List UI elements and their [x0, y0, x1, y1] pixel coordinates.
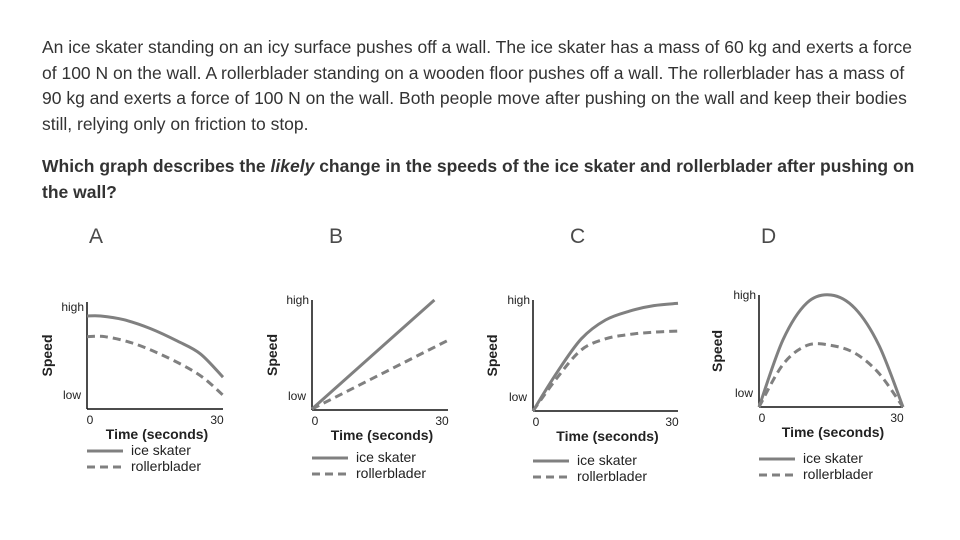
y-axis-label: Speed — [484, 334, 500, 377]
x-tick-0: 0 — [758, 411, 766, 425]
legend-label-rollerblader: rollerblader — [356, 465, 427, 481]
option-b-label[interactable]: B — [329, 225, 344, 248]
question-emphasis: likely — [270, 156, 315, 176]
question-prompt — [42, 153, 922, 205]
legend-label-rollerblader: rollerblader — [803, 466, 874, 482]
legend-label-rollerblader: rollerblader — [131, 458, 202, 474]
y-tick-high: high — [61, 300, 84, 314]
y-axis-label: Speed — [39, 334, 55, 377]
x-tick-0: 0 — [86, 413, 94, 427]
series-line-ice-skater — [312, 300, 434, 409]
option-c-label[interactable]: C — [570, 225, 586, 248]
y-tick-low: low — [62, 388, 81, 402]
legend-label-rollerblader: rollerblader — [577, 468, 648, 484]
x-tick-30: 30 — [665, 415, 679, 429]
y-tick-low: low — [734, 386, 753, 400]
legend-label-ice-skater: ice skater — [131, 442, 191, 458]
y-tick-low: low — [287, 389, 306, 403]
series-line-ice-skater — [759, 295, 903, 407]
legend-label-ice-skater: ice skater — [356, 449, 416, 465]
x-tick-0: 0 — [532, 415, 540, 429]
x-tick-30: 30 — [890, 411, 904, 425]
graph-c[interactable] — [485, 295, 685, 495]
legend-label-ice-skater: ice skater — [803, 450, 863, 466]
x-tick-30: 30 — [210, 413, 224, 427]
x-axis-label: Time (seconds) — [105, 426, 209, 442]
y-tick-low: low — [508, 390, 527, 404]
y-tick-high: high — [286, 293, 309, 307]
x-axis-label: Time (seconds) — [330, 427, 434, 443]
question-passage: An ice skater standing on an icy surface pushes off a wall. The ice skater has a mass of 60 kg and exerts a force of 100 N on the wall. A rollerblader standing on a wooden floor pushes off a wall. The rollerblader has a mass of 90 kg and exerts a force of 100 N on the wall. Both people move after pushing on the wall and keep their bodies still, relying only on friction to stop. — [42, 37, 912, 134]
series-line-rollerblader — [533, 331, 678, 411]
question-text-after: change in the speeds of the ice skater and rollerblader after pushing on the wall? — [42, 156, 915, 202]
x-tick-30: 30 — [435, 414, 449, 428]
graph-d[interactable] — [710, 288, 910, 493]
graph-a[interactable] — [40, 295, 240, 485]
y-axis-label: Speed — [264, 333, 280, 377]
x-axis-label: Time (seconds) — [556, 428, 659, 444]
y-tick-high: high — [507, 293, 530, 307]
series-line-rollerblader — [87, 336, 223, 395]
option-d-label[interactable]: D — [761, 225, 777, 248]
y-axis-label: Speed — [709, 329, 725, 373]
question-text-before: Which graph describes the — [42, 156, 271, 176]
x-axis-label: Time (seconds) — [781, 424, 885, 440]
series-line-rollerblader — [312, 340, 448, 409]
graph-b[interactable] — [265, 295, 465, 495]
legend-label-ice-skater: ice skater — [577, 452, 637, 468]
y-tick-high: high — [733, 288, 756, 302]
option-a-label[interactable]: A — [89, 225, 104, 248]
series-line-ice-skater — [533, 303, 678, 411]
series-line-ice-skater — [87, 316, 223, 377]
x-tick-0: 0 — [311, 414, 319, 428]
